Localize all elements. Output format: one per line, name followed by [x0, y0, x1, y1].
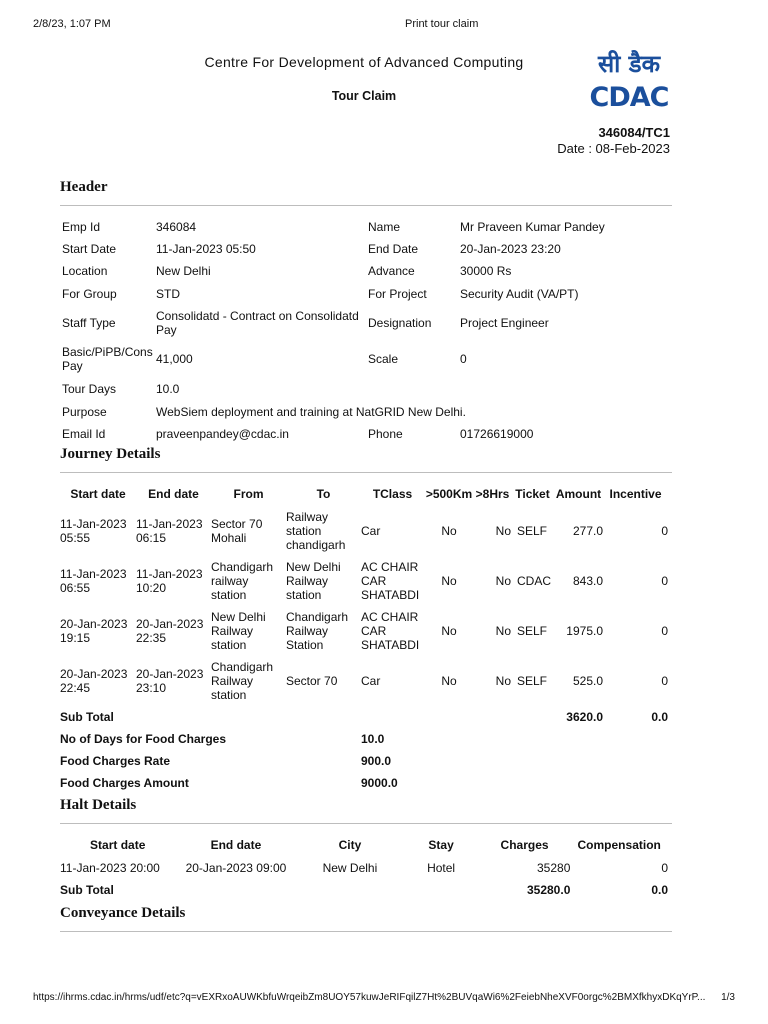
tour-days-value: 10.0: [156, 382, 180, 396]
basic-pay-label: Basic/PiPB/Cons Pay: [62, 345, 153, 373]
cell-ticket: CDAC: [517, 574, 552, 588]
food-amount-value: 9000.0: [361, 776, 398, 790]
cell-over-500km: No: [441, 574, 457, 588]
cell-to: Chandigarh Railway Station: [286, 610, 349, 652]
print-url: https://ihrms.cdac.in/hrms/udf/etc?q=vEXRxoAUWKbfuWrqeibZm8UOY57kuwJeRIFqilZ7Ht%2BUVqaWi6%2FeiebNheXVF0orgc%2BMXfkhyxDKqYrP...: [33, 992, 706, 1003]
end-date-label: End Date: [368, 242, 419, 256]
print-page-title: Print tour claim: [405, 18, 479, 30]
cell-start-date: 11-Jan-2023 06:55: [60, 567, 127, 595]
col-ticket: Ticket: [515, 487, 550, 501]
claim-reference-number: 346084/TC1: [598, 125, 670, 140]
cell-start-date: 11-Jan-2023 05:55: [60, 517, 127, 545]
col-incentive: Incentive: [609, 487, 662, 501]
col-to: To: [316, 487, 331, 501]
cell-start-date: 20-Jan-2023 19:15: [60, 617, 128, 645]
cdac-logo: [584, 48, 674, 112]
email-value: praveenpandey@cdac.in: [156, 427, 289, 441]
cell-incentive: 0: [661, 574, 668, 588]
section-divider: [60, 931, 672, 932]
for-project-value: Security Audit (VA/PT): [460, 286, 579, 301]
advance-value: 30000 Rs: [460, 264, 512, 278]
cell-incentive: 0: [661, 624, 668, 638]
email-label: Email Id: [62, 427, 106, 441]
col-amount: Amount: [555, 487, 602, 501]
cell-ticket: SELF: [517, 674, 548, 688]
designation-label: Designation: [368, 315, 432, 330]
purpose-label: Purpose: [62, 404, 107, 419]
cell-end-date: 11-Jan-2023 06:15: [136, 517, 203, 545]
table-row: [60, 857, 668, 879]
col-start-date: Start date: [70, 487, 126, 501]
cell-over-8hrs: No: [495, 524, 511, 538]
cell-tclass: AC CHAIR CAR SHATABDI: [361, 610, 420, 652]
phone-label: Phone: [368, 427, 403, 441]
detail-row: [60, 260, 672, 282]
section-header-title: Header: [60, 179, 108, 195]
col-over-500km: >500Km: [425, 487, 473, 501]
journey-table: [60, 482, 668, 794]
cell-over-8hrs: No: [495, 624, 511, 638]
cell-start-date: 11-Jan-2023 20:00: [60, 861, 160, 875]
subtotal-amount: 3620.0: [566, 710, 603, 724]
phone-value: 01726619000: [460, 427, 534, 441]
cell-over-8hrs: No: [495, 574, 511, 588]
logo-english-text: CDAC: [589, 82, 669, 112]
food-days-label: No of Days for Food Charges: [60, 732, 227, 746]
cell-from: Sector 70 Mohali: [211, 517, 263, 545]
cell-end-date: 11-Jan-2023 10:20: [136, 567, 203, 595]
organization-name: Centre For Development of Advanced Computing: [204, 54, 524, 70]
section-journey-title: Journey Details: [60, 446, 161, 462]
cell-incentive: 0: [661, 524, 668, 538]
cell-city: New Delhi: [322, 861, 378, 875]
for-group-value: STD: [156, 286, 180, 301]
col-end-date: End date: [210, 838, 262, 852]
detail-row: [60, 423, 672, 445]
cell-over-8hrs: No: [495, 674, 511, 688]
food-days-row: [60, 728, 668, 750]
for-group-label: For Group: [62, 286, 117, 301]
cell-tclass: Car: [361, 674, 381, 688]
col-from: From: [233, 487, 264, 501]
purpose-value: WebSiem deployment and training at NatGRID New Delhi.: [156, 404, 466, 419]
cell-amount: 277.0: [572, 524, 603, 538]
staff-type-value: Consolidatd - Contract on Consolidatd Pay: [156, 308, 359, 337]
cell-to: New Delhi Railway station: [286, 560, 341, 602]
emp-id-label: Emp Id: [62, 219, 101, 234]
subtotal-label: Sub Total: [60, 883, 114, 897]
table-row: [60, 656, 668, 706]
cell-ticket: SELF: [517, 624, 548, 638]
cell-from: Chandigarh Railway station: [211, 660, 274, 702]
food-amount-row: [60, 772, 668, 794]
col-city: City: [338, 838, 362, 852]
location-label: Location: [62, 264, 108, 278]
col-charges: Charges: [500, 838, 549, 852]
advance-label: Advance: [368, 264, 415, 278]
section-divider: [60, 823, 672, 824]
table-row: [60, 556, 668, 606]
cell-over-500km: No: [441, 524, 457, 538]
document-title: Tour Claim: [331, 89, 397, 103]
cell-from: Chandigarh railway station: [211, 560, 274, 602]
detail-row: [60, 215, 672, 238]
location-value: New Delhi: [156, 264, 211, 278]
detail-row: [60, 282, 672, 305]
cell-compensation: 0: [661, 861, 668, 875]
cell-stay: Hotel: [427, 861, 456, 875]
basic-pay-value: 41,000: [156, 352, 193, 366]
start-date-value: 11-Jan-2023 05:50: [156, 242, 256, 256]
tour-days-label: Tour Days: [62, 382, 117, 396]
detail-row: [60, 238, 672, 260]
cell-to: Sector 70: [286, 674, 338, 688]
cell-over-500km: No: [441, 624, 457, 638]
print-datetime: 2/8/23, 1:07 PM: [33, 18, 111, 30]
table-row: [60, 506, 668, 556]
subtotal-compensation: 0.0: [651, 883, 668, 897]
food-amount-label: Food Charges Amount: [60, 776, 189, 790]
col-stay: Stay: [428, 838, 454, 852]
detail-row: [60, 340, 672, 378]
food-rate-value: 900.0: [361, 754, 392, 768]
cell-amount: 843.0: [572, 574, 603, 588]
claim-date: Date : 08-Feb-2023: [557, 141, 670, 156]
cell-tclass: AC CHAIR CAR SHATABDI: [361, 560, 420, 602]
scale-value: 0: [460, 352, 467, 366]
detail-row: [60, 305, 672, 340]
col-tclass: TClass: [372, 487, 413, 501]
section-halt-title: Halt Details: [60, 797, 137, 813]
emp-id-value: 346084: [156, 219, 197, 234]
cell-end-date: 20-Jan-2023 22:35: [136, 617, 204, 645]
logo-hindi-text: सी डैक: [597, 50, 661, 78]
col-start-date: Start date: [90, 838, 146, 852]
journey-header-row: [60, 482, 668, 506]
table-row: [60, 606, 668, 656]
end-date-value: 20-Jan-2023 23:20: [460, 242, 561, 256]
section-divider: [60, 472, 672, 473]
cell-over-500km: No: [441, 674, 457, 688]
scale-label: Scale: [368, 352, 399, 366]
cell-tclass: Car: [361, 524, 381, 538]
cell-incentive: 0: [661, 674, 668, 688]
detail-row: [60, 378, 672, 400]
cell-amount: 1975.0: [566, 624, 603, 638]
subtotal-charges: 35280.0: [526, 883, 571, 897]
col-over-8hrs: >8Hrs: [475, 487, 510, 501]
cell-charges: 35280: [537, 861, 571, 875]
section-conveyance-title: Conveyance Details: [60, 905, 186, 921]
halt-header-row: [60, 833, 668, 857]
cell-end-date: 20-Jan-2023 09:00: [185, 861, 287, 875]
halt-table: [60, 833, 668, 901]
col-compensation: Compensation: [577, 838, 661, 852]
section-divider: [60, 205, 672, 206]
detail-row: [60, 400, 672, 423]
cell-ticket: SELF: [517, 524, 548, 538]
subtotal-label: Sub Total: [60, 710, 114, 724]
cell-amount: 525.0: [572, 674, 603, 688]
subtotal-incentive: 0.0: [651, 710, 668, 724]
col-end-date: End date: [148, 487, 199, 501]
start-date-label: Start Date: [62, 242, 117, 256]
name-label: Name: [368, 219, 401, 234]
food-rate-label: Food Charges Rate: [60, 754, 171, 768]
cell-from: New Delhi Railway station: [211, 610, 266, 652]
employee-details-table: [60, 215, 672, 445]
journey-subtotal-row: [60, 706, 668, 728]
food-rate-row: [60, 750, 668, 772]
name-value: Mr Praveen Kumar Pandey: [460, 219, 605, 234]
halt-subtotal-row: [60, 879, 668, 901]
food-days-value: 10.0: [361, 732, 385, 746]
cell-end-date: 20-Jan-2023 23:10: [136, 667, 204, 695]
print-page-number: 1/3: [721, 992, 735, 1003]
cell-to: Railway station chandigarh: [286, 510, 346, 552]
staff-type-label: Staff Type: [62, 315, 116, 330]
designation-value: Project Engineer: [460, 315, 549, 330]
for-project-label: For Project: [368, 286, 427, 301]
cell-start-date: 20-Jan-2023 22:45: [60, 667, 128, 695]
